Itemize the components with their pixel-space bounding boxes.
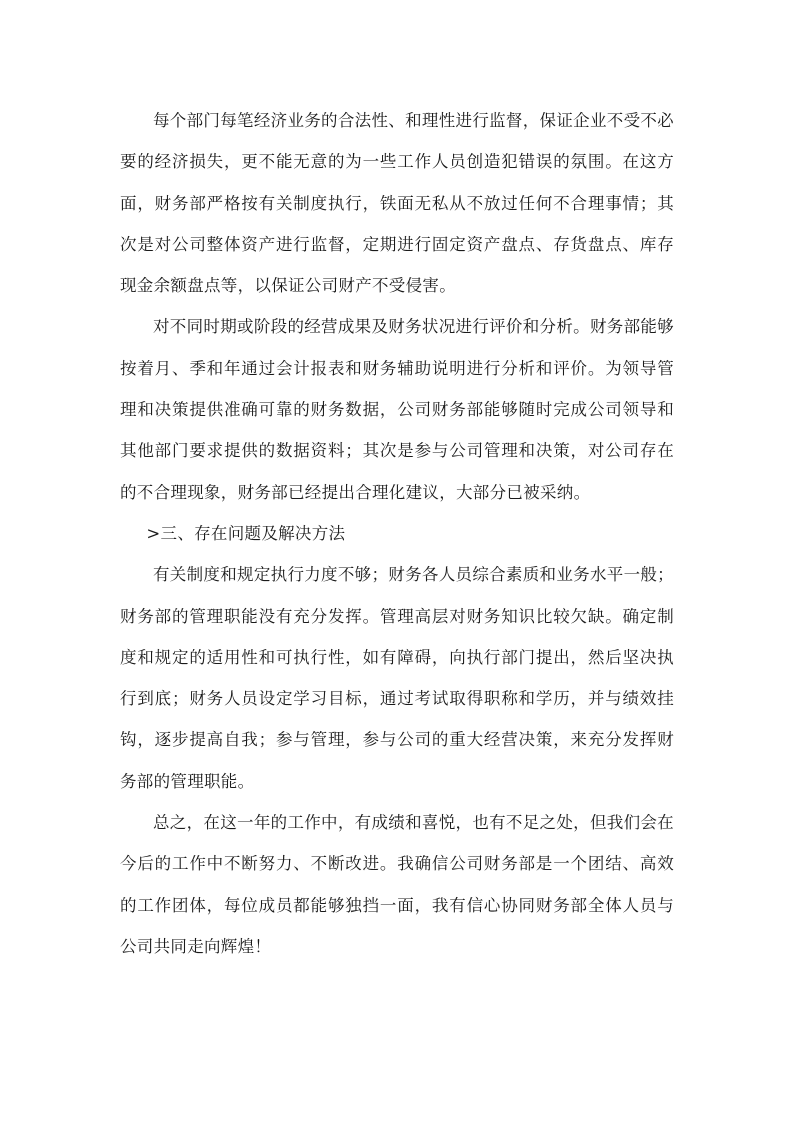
section-heading: >三、存在问题及解决方法 xyxy=(146,523,346,543)
paragraph-conclusion: 总之，在这一年的工作中，有成绩和喜悦，也有不足之处，但我们会在今后的工作中不断努力、不断改进。我确信公司财务部是一个团结、高效的工作团体，每位成员都能够独挡一面，我有信心协同财务部全体人员与公司共同走向辉煌！ xyxy=(120,813,674,956)
paragraph-analysis: 对不同时期或阶段的经营成果及财务状况进行评价和分析。财务部能够按着月、季和年通过会计报表和财务辅助说明进行分析和评价。为领导管理和决策提供准确可靠的财务数据，公司财务部能够随时完成公司领导和其他部门要求提供的数据资料；其次是参与公司管理和决策，对公司存在的不合理现象，财务部已经提出合理化建议，大部分已被采纳。 xyxy=(120,317,674,502)
paragraph-supervision: 每个部门每笔经济业务的合法性、和理性进行监督，保证企业不受不必要的经济损失，更不能无意的为一些工作人员创造犯错误的氛围。在这方面，财务部严格按有关制度执行，铁面无私从不放过任何不合理事情；其次是对公司整体资产进行监督，定期进行固定资产盘点、存货盘点、库存现金余额盘点等，以保证公司财产不受侵害。 xyxy=(120,111,674,296)
paragraph-problems: 有关制度和规定执行力度不够；财务各人员综合素质和业务水平一般；财务部的管理职能没有充分发挥。管理高层对财务知识比较欠缺。确定制度和规定的适用性和可执行性，如有障碍，向执行部门提出，然后坚决执行到底；财务人员设定学习目标，通过考试取得职称和学历，并与绩效挂钩，逐步提高自我；参与管理，参与公司的重大经营决策，来充分发挥财务部的管理职能。 xyxy=(120,565,674,791)
document-body xyxy=(120,100,674,967)
